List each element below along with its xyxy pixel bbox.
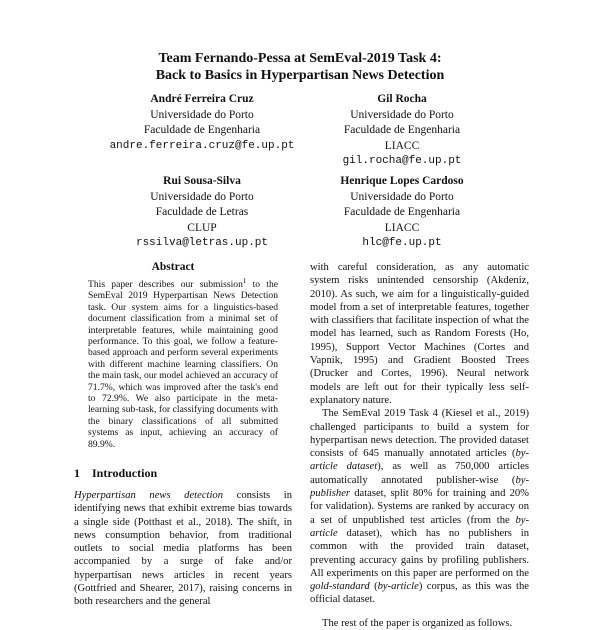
author-block — [282, 174, 522, 252]
paragraph: with careful consideration, as any automatic system risks unintended censorship (Akdeniz, 2010). As such, we aim for a linguistically-guided model from a set of interpretable features, together with classifiers that facilitate inspection of what the model has learned, such as Random Forests (Ho, 1995), Support Vector Machines (Cortes and Vapnik, 1995) and Gradient Boosted Trees (Drucker and Cortes, 1996). Neural network models are left out for their typically less self-explanatory nature. — [310, 262, 529, 406]
right-column — [310, 261, 529, 630]
author-name: Gil Rocha — [377, 93, 427, 105]
author-email: andre.ferreira.cruz@fe.up.pt — [109, 139, 295, 152]
author-name: Henrique Lopes Cardoso — [340, 175, 464, 187]
abstract-heading: Abstract — [151, 261, 195, 273]
abstract-text — [88, 276, 279, 450]
author-affiliation: Faculdade de Letras — [155, 206, 249, 218]
author-affiliation: Faculdade de Engenharia — [343, 124, 461, 136]
author-email: rssilva@letras.up.pt — [135, 237, 269, 249]
intro-paragraph — [74, 489, 292, 609]
author-affiliation: Faculdade de Engenharia — [143, 124, 261, 136]
section-number: 1 — [74, 466, 80, 480]
author-affiliation: Universidade do Porto — [150, 190, 254, 203]
intro-emphasis: Hyperpartisan news detection — [74, 490, 224, 501]
author-affiliation: Universidade do Porto — [350, 108, 454, 121]
author-affiliation: Faculdade de Engenharia — [343, 206, 461, 218]
author-email: hlc@fe.up.pt — [362, 237, 442, 249]
author-affiliation: Universidade do Porto — [150, 108, 254, 121]
author-affiliation: Universidade do Porto — [350, 190, 454, 203]
title-line-2: Back to Basics in Hyperpartisan News Detection — [155, 68, 445, 83]
paragraph: The rest of the paper is organized as follows. — [322, 617, 513, 629]
author-affiliation: LIACC — [384, 139, 420, 152]
author-email: gil.rocha@fe.up.pt — [342, 155, 462, 167]
footnote-mark: 1 — [242, 276, 247, 285]
intro-text: consists in identifying news that exhibit extreme bias towards a single side (Potthast et al., 2018). The shift, in news consumption behavior, from traditional outlets to social media platforms has been accompanied by a surge of fake and/or hyperpartisan news articles in recent years (Gottfried and Shearer, 2017), raising concerns in both researchers and the general — [74, 490, 293, 608]
author-block — [282, 92, 522, 170]
author-affiliation: LIACC — [384, 221, 420, 234]
paragraph: The SemEval 2019 Task 4 (Kiesel et al., 2019) challenged participants to build a system for hyperpartisan news detection. The provided dataset consists of 645 manually annotated articles (by-article dataset), as well as 750,000 articles automatically annotated publisher-wise (by-publisher dataset, split 80% for training and 20% for validation). Systems are ranked by accuracy on a set of unpublished test articles (from the by-article dataset), which has no publishers in common with the provided train dataset, preventing accuracy gains by profiling publishers. All experiments on this paper are performed on the gold-standard (by-article) corpus, as this was the official dataset. — [310, 408, 529, 606]
author-name: André Ferreira Cruz — [150, 93, 254, 105]
section-title: Introduction — [92, 466, 158, 480]
author-affiliation: CLUP — [187, 221, 217, 234]
abstract-text-start: This paper describes our submission — [88, 279, 243, 290]
title-line-1: Team Fernando-Pessa at SemEval-2019 Task 4: — [158, 51, 442, 66]
abstract-text-rest: to the SemEval 2019 Hyperpartisan News Detection task. Our system aims for a linguistics-based document classification from a minimal set of interpretable features, while maintaining good performance. To this goal, we follow a feature-based approach and perform several experiments with different machine learning classifiers. On the main task, our model achieved an accuracy of 71.7%, which was improved after the task's end to 72.9%. We also participate in the meta-learning sub-task, for classifying documents with the binary classifications of all submitted systems as input, achieving an accuracy of 89.9%. — [88, 279, 279, 450]
paper-title — [0, 50, 600, 84]
section-heading — [74, 466, 157, 481]
author-name: Rui Sousa-Silva — [163, 175, 241, 187]
